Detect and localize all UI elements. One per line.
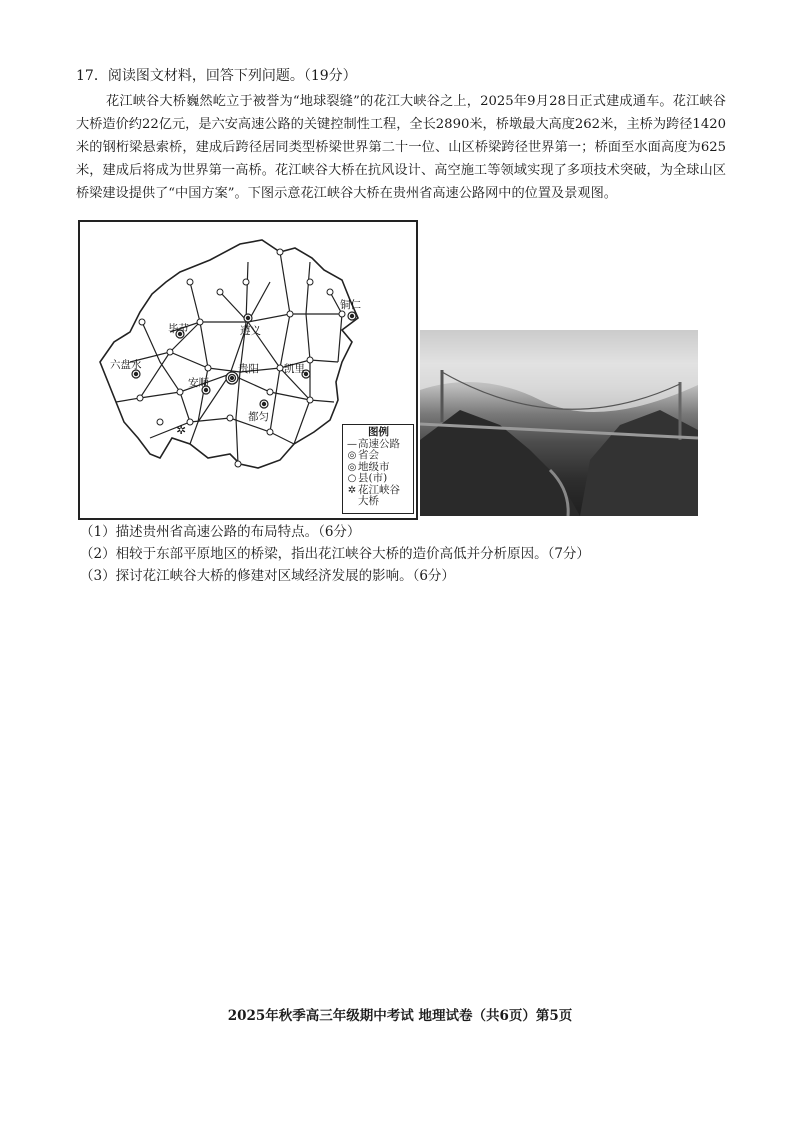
- bridge-landscape-photo: [420, 330, 698, 516]
- capital-icon: ◎: [347, 450, 357, 461]
- label-liupanshui: 六盘水: [110, 359, 142, 371]
- label-duyun: 都匀: [248, 411, 269, 423]
- label-tongren: 铜仁: [340, 299, 361, 311]
- sub-question-1: （1）描述贵州省高速公路的布局特点。（6分）: [80, 524, 361, 540]
- county-icon: ○: [347, 473, 357, 484]
- legend-county: ○ 县(市): [347, 472, 388, 484]
- label-kaili: 凯里: [284, 363, 305, 375]
- guizhou-highway-map: [78, 220, 418, 520]
- map-legend: [342, 424, 414, 514]
- label-anshun: 安顺: [188, 377, 209, 389]
- legend-bridge-line2: 大桥: [358, 495, 379, 507]
- question-header: 17．阅读图文材料，回答下列问题。（19分）: [76, 68, 357, 84]
- bridge-photo-graphic: [420, 330, 698, 516]
- legend-prefecture: ◎ 地级市: [347, 460, 390, 473]
- prefecture-icon: ◎: [347, 461, 357, 473]
- sub-question-2: （2）相较于东部平原地区的桥梁，指出花江峡谷大桥的造价高低并分析原因。（7分）: [80, 546, 590, 562]
- legend-bridge: ✲ 花江峡谷: [347, 483, 400, 496]
- label-bijie: 毕节: [168, 323, 189, 335]
- label-zunyi: 遵义: [240, 325, 261, 337]
- label-guiyang: 贵阳: [238, 363, 259, 375]
- page-footer: 2025年秋季高三年级期中考试 地理试卷（共6页）第5页: [227, 1008, 573, 1024]
- bridge-marker: ✲: [176, 423, 187, 437]
- legend-title: 图例: [368, 426, 389, 438]
- province-outline: [100, 240, 358, 468]
- highway-line-icon: —: [347, 438, 357, 450]
- question-paragraph: 花江峡谷大桥巍然屹立于被誉为“地球裂缝”的花江大峡谷之上，2025年9月28日正式建成通车。花江峡谷大桥造价约22亿元，是六安高速公路的关键控制性工程，全长2890米，桥墩最大高度262米，主桥为跨径1420米的钢桁梁悬索桥，建成后跨径居同类型桥梁世界第二十一位、山区桥梁跨径世界第一；桥面至水面高度为625米，建成后将成为世界第一高桥。花江峡谷大桥在抗风设计、高空施工等领域实现了多项技术突破，为全球山区桥梁建设提供了“中国方案”。下图示意花江峡谷大桥在贵州省高速公路网中的位置及景观图。: [76, 94, 726, 201]
- legend-capital: ◎ 省会: [347, 449, 379, 461]
- guiyang-marker: [226, 372, 238, 384]
- sub-question-3: （3）探讨花江峡谷大桥的修建对区域经济发展的影响。（6分）: [80, 568, 455, 584]
- bridge-icon: ✲: [347, 484, 357, 496]
- legend-highway: — 高速公路: [347, 437, 400, 450]
